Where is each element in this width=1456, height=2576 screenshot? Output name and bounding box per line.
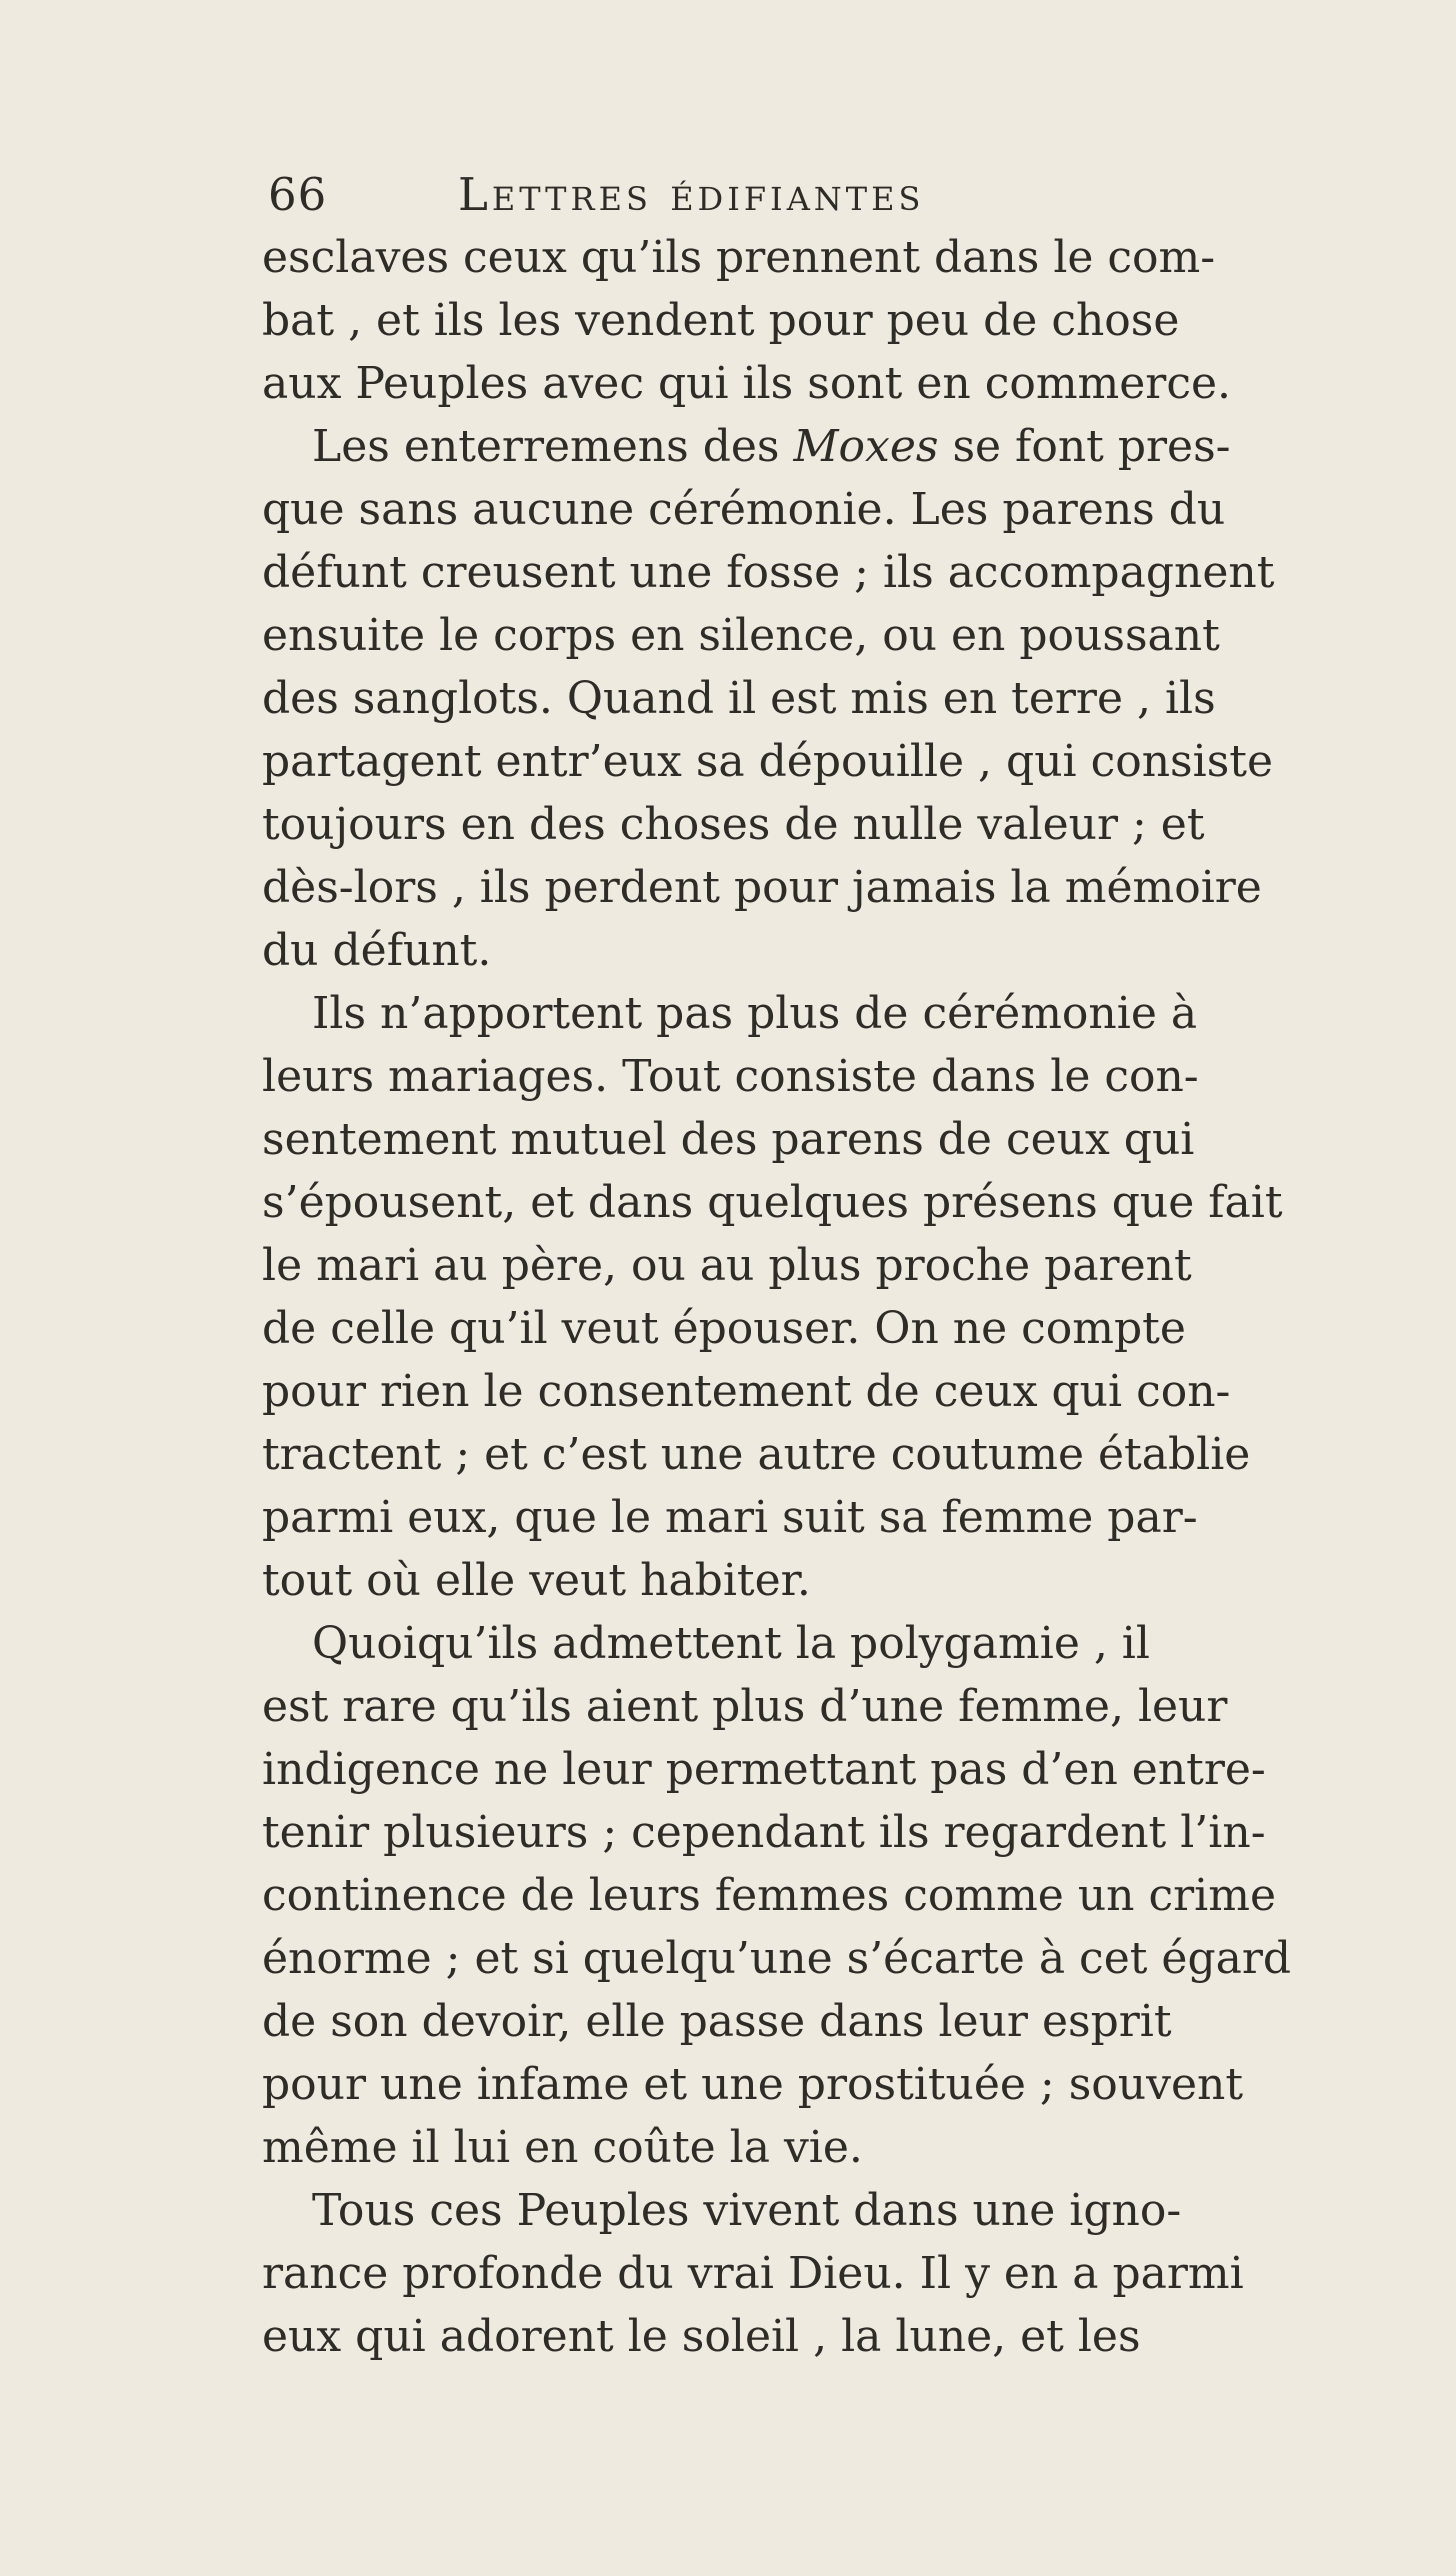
text-line: toujours en des choses de nulle valeur ; et <box>262 799 1205 850</box>
body-text <box>262 226 1382 2368</box>
text-line: s’épousent, et dans quelques présens que fait <box>262 1177 1283 1228</box>
text-line: indigence ne leur permettant pas d’en entre- <box>262 1744 1266 1795</box>
text-line: est rare qu’ils aient plus d’une femme, leur <box>262 1681 1228 1732</box>
text-line: bat , et ils les vendent pour peu de chose <box>262 295 1180 346</box>
text-line: Ils n’apportent pas plus de cérémonie à <box>312 988 1198 1039</box>
text-line: tout où elle veut habiter. <box>262 1555 811 1606</box>
text-line: tenir plusieurs ; cependant ils regardent l’in- <box>262 1807 1266 1858</box>
text-line: partagent entr’eux sa dépouille , qui consiste <box>262 736 1274 787</box>
text-line: tractent ; et c’est une autre coutume établie <box>262 1429 1251 1480</box>
running-title: Lettres édifiantes <box>458 168 925 221</box>
text-line: dès-lors , ils perdent pour jamais la mémoire <box>262 862 1262 913</box>
italic-word: Moxes <box>793 421 939 472</box>
text-line: pour rien le consentement de ceux qui con- <box>262 1366 1231 1417</box>
text-line: du défunt. <box>262 925 492 976</box>
text-line: parmi eux, que le mari suit sa femme par- <box>262 1492 1198 1543</box>
text-line: leurs mariages. Tout consiste dans le con- <box>262 1051 1199 1102</box>
text-line: Quoiqu’ils admettent la polygamie , il <box>312 1618 1150 1669</box>
text-line: pour une infame et une prostituée ; souvent <box>262 2059 1244 2110</box>
text-line: Tous ces Peuples vivent dans une igno- <box>312 2185 1182 2236</box>
text-line: eux qui adorent le soleil , la lune, et les <box>262 2311 1141 2362</box>
text-line: continence de leurs femmes comme un crime <box>262 1870 1276 1921</box>
text-line: que sans aucune cérémonie. Les parens du <box>262 484 1226 535</box>
text-fragment: se font pres- <box>938 421 1231 472</box>
text-line: énorme ; et si quelqu’une s’écarte à cet égard <box>262 1933 1292 1984</box>
page-number: 66 <box>268 168 328 221</box>
text-line: le mari au père, ou au plus proche parent <box>262 1240 1192 1291</box>
text-line: ensuite le corps en silence, ou en poussant <box>262 610 1220 661</box>
text-line: des sanglots. Quand il est mis en terre , ils <box>262 673 1216 724</box>
text-line: rance profonde du vrai Dieu. Il y en a parmi <box>262 2248 1244 2299</box>
page-header <box>268 168 1268 228</box>
text-line: défunt creusent une fosse ; ils accompagnent <box>262 547 1275 598</box>
text-line: aux Peuples avec qui ils sont en commerce. <box>262 358 1232 409</box>
text-line: de celle qu’il veut épouser. On ne compte <box>262 1303 1186 1354</box>
text-line: sentement mutuel des parens de ceux qui <box>262 1114 1195 1165</box>
text-line: de son devoir, elle passe dans leur esprit <box>262 1996 1172 2047</box>
text-line-with-italic <box>262 415 1382 478</box>
text-fragment: Les enterremens des <box>312 421 794 472</box>
text-line: même il lui en coûte la vie. <box>262 2122 863 2173</box>
text-line: esclaves ceux qu’ils prennent dans le com- <box>262 232 1216 283</box>
